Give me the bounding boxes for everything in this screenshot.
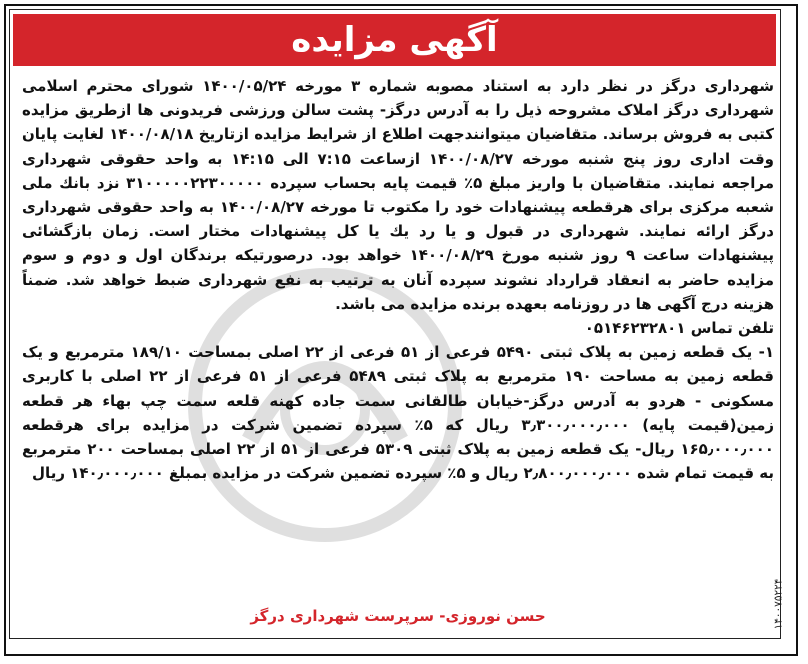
notice-body xyxy=(22,74,774,485)
notice-title: آگهی مزایده xyxy=(291,20,498,60)
notice-paragraph: شهرداری درگز در نظر دارد به استناد مصوبه شماره ۳ مورخه ۱۴۰۰/۰۵/۲۴ شورای محترم اسلامی شهرداری درگز املاک مشروحه ذیل را به آدرس درگز- پشت سالن ورزشی فریدونی ها ازطریق مزایده کتبی به فروش برساند. متقاضیان میتوانندجهت اطلاع از شرایط مزایده ازتاریخ ۱۴۰۰/۰۸/۱۸ لغایت پایان وقت اداری روز پنج شنبه مورخه ۱۴۰۰/۰۸/۲۷ ازساعت ۷:۱۵ الی ۱۴:۱۵ به واحد حقوقی شهرداری مراجعه نمایند. متقاضیان با واریز مبلغ ۵٪ قیمت پایه بحساب سپرده ۳۱۰۰۰۰۰۲۲۳۰۰۰۰۰ نزد بانك ملی شعبه مرکزی برای هرقطعه پیشنهادات خود را مکتوب تا مورخه ۱۴۰۰/۰۸/۲۷ به واحد حقوقی شهرداری درگز ارائه نمایند. شهرداری در قبول و یا رد یك یا کل پیشنهادات مختار است. زمان بازگشائی پیشنهادات ساعت ۹ روز شنبه مورخ ۱۴۰۰/۰۸/۲۹ خواهد بود. درصورتیکه برندگان اول و دوم و سوم مزایده حاضر به انعقاد قرارداد نشوند سپرده آنان به ترتیب به نفع شهرداری ضبط خواهد شد. ضمناً هزینه درج آگهی ها در روزنامه بعهده برنده مزایده می باشد. xyxy=(22,77,775,313)
title-banner xyxy=(13,14,776,66)
side-code: ۱۴۰۰۷۵۲۲۴ xyxy=(772,578,785,630)
side-code-wrap xyxy=(772,556,808,656)
property-item-1: ۱- یک قطعه زمین به پلاک ثبتی ۵۴۹۰ فرعی از ۵۱ فرعی از ۲۲ اصلی بمساحت ۱۸۹/۱۰ مترمربع و یک قطعه زمین به مساحت ۱۹۰ مترمربع به پلاک ثبتی ۵۴۸۹ فرعی از ۵۱ فرعی از ۲۲ اصلی با کاربری مسکونی - هردو به آدرس درگز-خیابان طالقانی سمت جاده کهنه قلعه سمت چپ بهاء هر قطعه زمین(قیمت پایه) ۳٫۳۰۰٫۰۰۰٫۰۰۰ ریال که ۵٪ سپرده تضمین شرکت در مزایده برای هرقطعه ۱۶۵٫۰۰۰٫۰۰۰ ریال- یک قطعه زمین به پلاک ثبتی ۵۳۰۹ فرعی از ۵۱ از ۲۲ اصلی بمساحت ۲۰۰ مترمربع به قیمت تمام شده ۲٫۸۰۰٫۰۰۰٫۰۰۰ ریال و ۵٪ سپرده تضمین شرکت در مزایده بمبلغ ۱۴۰٫۰۰۰٫۰۰۰ ریال xyxy=(22,343,774,483)
contact-phone: تلفن تماس ۰۵۱۴۶۲۳۲۸۰۱ xyxy=(584,319,774,338)
signature-line: حسن نوروزی- سرپرست شهرداری درگز xyxy=(250,607,546,625)
